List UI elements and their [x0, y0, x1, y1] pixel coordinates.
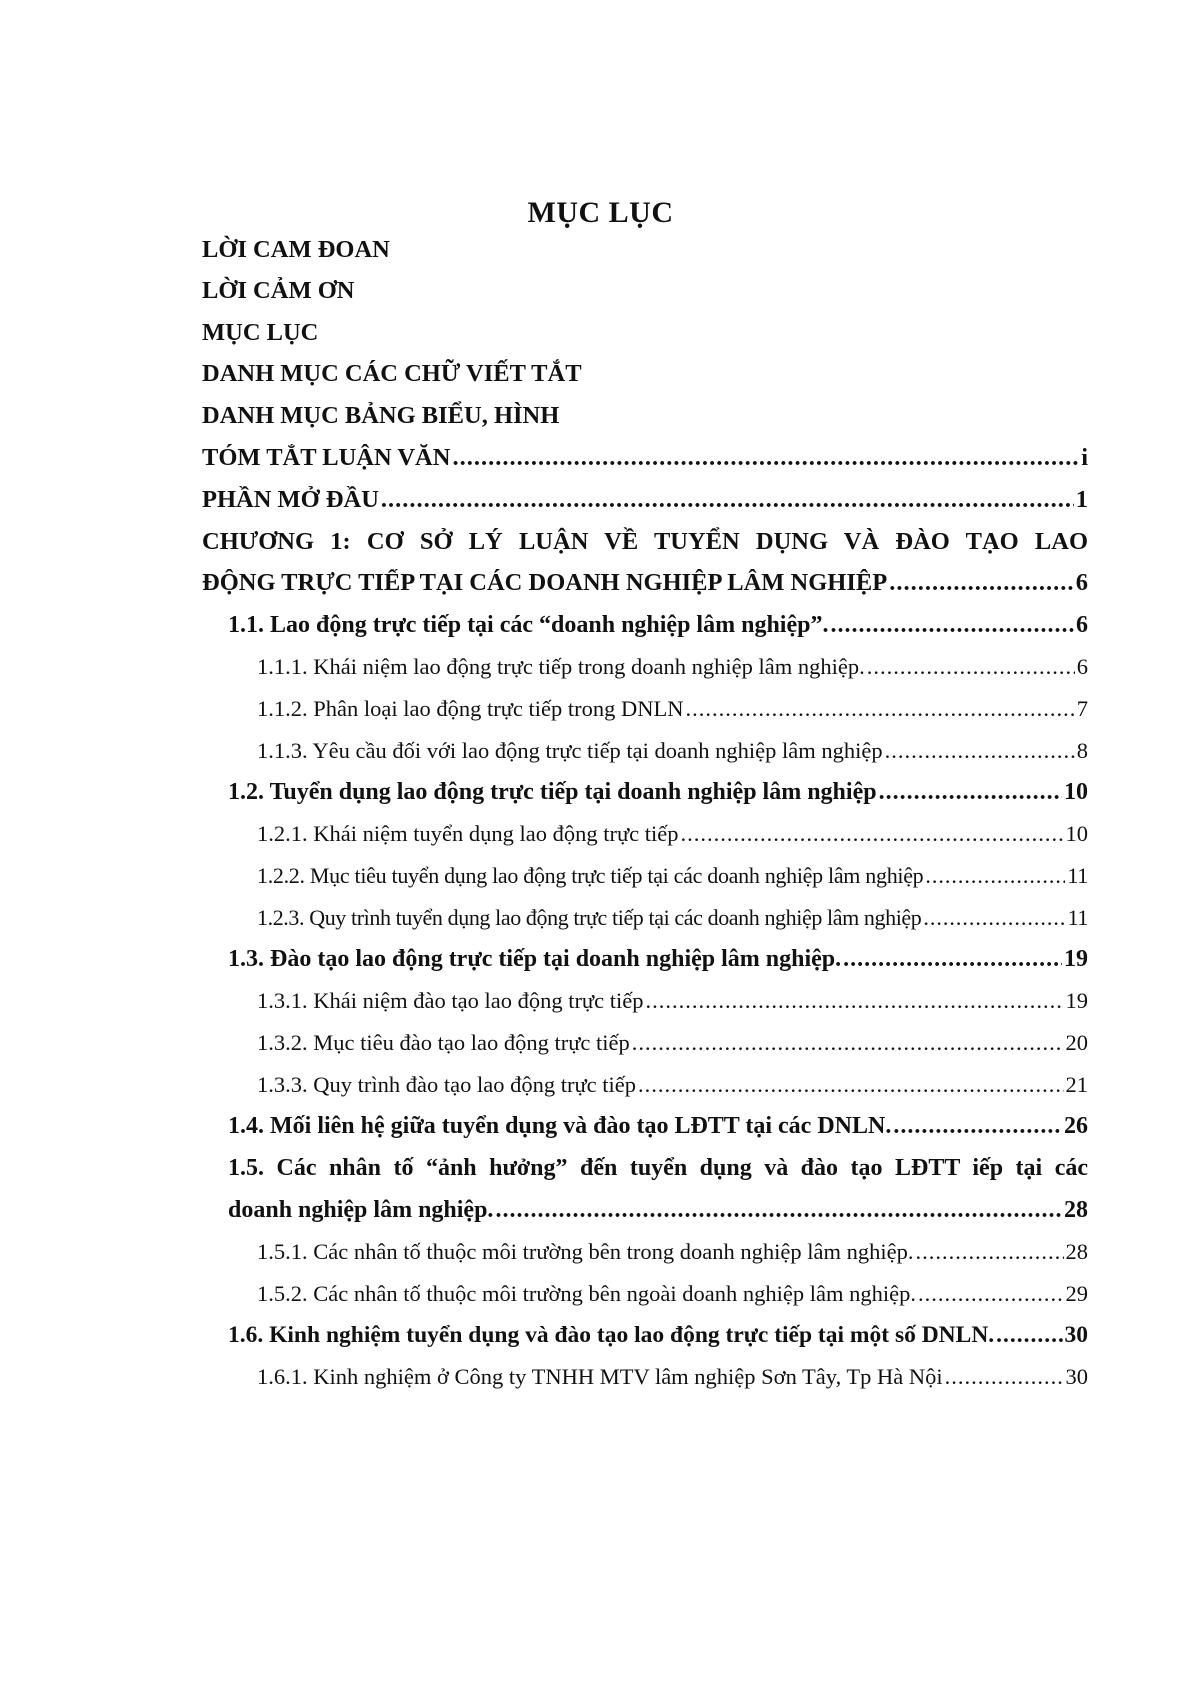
toc-section-1-1-1[interactable]	[257, 654, 1088, 690]
toc-section-1-5-2[interactable]	[257, 1281, 1088, 1317]
toc-section-1-1-3[interactable]	[257, 738, 1088, 774]
toc-section-1-2[interactable]	[228, 779, 1088, 815]
toc-page-number: 28	[1064, 1197, 1088, 1223]
toc-section-1-3[interactable]	[228, 946, 1088, 982]
dot-leader	[381, 486, 1074, 514]
toc-entry-title: 1.1. Lao động trực tiếp tại các “doanh nghiệp lâm nghiệp”.	[228, 612, 829, 638]
toc-section-1-1[interactable]	[228, 612, 1088, 648]
toc-section-1-6-1[interactable]	[257, 1364, 1088, 1400]
dot-leader	[915, 1239, 1063, 1265]
toc-entry-title: 1.1.1. Khái niệm lao động trực tiếp trong doanh nghiệp lâm nghiệp.	[257, 654, 865, 679]
toc-section-1-3-3[interactable]	[257, 1072, 1088, 1108]
toc-page-number: 19	[1064, 946, 1088, 972]
toc-page-number: 6	[1075, 569, 1088, 596]
dot-leader	[889, 569, 1074, 597]
toc-page-number: 11	[1067, 905, 1088, 930]
toc-front-matter-loi-cam-doan: LỜI CAM ĐOAN	[202, 236, 390, 263]
toc-section-1-5-line-2[interactable]	[228, 1197, 1088, 1233]
toc-entry-title: 1.2.1. Khái niệm tuyển dụng lao động trực tiếp	[257, 821, 679, 846]
toc-section-1-5-1[interactable]	[257, 1239, 1088, 1275]
toc-chapter-1-line-2[interactable]	[202, 569, 1088, 605]
toc-page-number: 10	[1065, 821, 1088, 846]
toc-entry-title: 1.3. Đào tạo lao động trực tiếp tại doanh nghiệp lâm nghiệp.	[228, 946, 842, 972]
toc-page-number: 30	[1064, 1322, 1088, 1348]
toc-entry-title: 1.6.1. Kinh nghiệm ở Công ty TNHH MTV lâm nghiệp Sơn Tây, Tp Hà Nội	[257, 1364, 943, 1389]
toc-front-matter-danh-muc-viet-tat: DANH MỤC CÁC CHỮ VIẾT TẮT	[202, 360, 582, 387]
toc-front-matter-muc-luc: MỤC LỤC	[202, 319, 319, 346]
toc-page-number: 21	[1065, 1072, 1088, 1097]
dot-leader	[645, 988, 1063, 1014]
toc-entry-title: 1.4. Mối liên hệ giữa tuyển dụng và đào tạo LĐTT tại các DNLN.	[228, 1113, 892, 1139]
toc-entry-title: 1.1.3. Yêu cầu đối với lao động trực tiếp tại doanh nghiệp lâm nghiệp	[257, 738, 883, 763]
toc-entry-title: 1.5.1. Các nhân tố thuộc môi trường bên trong doanh nghiệp lâm nghiệp.	[257, 1239, 914, 1264]
toc-entry-title: PHẦN MỞ ĐẦU	[202, 486, 379, 513]
toc-section-1-3-2[interactable]	[257, 1030, 1088, 1066]
dot-leader	[638, 1072, 1064, 1098]
toc-page-number: 7	[1076, 696, 1088, 721]
toc-entry-title: 1.3.1. Khái niệm đào tạo lao động trực tiếp	[257, 988, 644, 1013]
toc-section-1-2-3[interactable]	[257, 905, 1088, 941]
toc-section-1-3-1[interactable]	[257, 988, 1088, 1024]
toc-section-1-6[interactable]	[228, 1322, 1088, 1358]
dot-leader	[867, 654, 1075, 680]
toc-section-1-2-2[interactable]	[257, 863, 1088, 899]
toc-page-number: i	[1081, 444, 1088, 471]
toc-page-number: 6	[1076, 654, 1088, 679]
toc-entry-title: 1.1.2. Phân loại lao động trực tiếp trong DNLN	[257, 696, 684, 721]
toc-entry-title: 1.6. Kinh nghiệm tuyển dụng và đào tạo lao động trực tiếp tại một số DNLN.	[228, 1322, 995, 1348]
dot-leader	[923, 905, 1065, 931]
toc-page-number: 30	[1065, 1364, 1088, 1389]
toc-chapter-1-line-1[interactable]: CHƯƠNG 1: CƠ SỞ LÝ LUẬN VỀ TUYỂN DỤNG VÀ ĐÀO TẠO LAO	[202, 528, 1088, 555]
toc-front-matter-loi-cam-on: LỜI CẢM ƠN	[202, 277, 355, 304]
toc-front-matter-danh-muc-bang-bieu: DANH MỤC BẢNG BIỂU, HÌNH	[202, 402, 560, 429]
toc-section-1-5-line-1[interactable]: 1.5. Các nhân tố “ảnh hưởng” đến tuyển dụng và đào tạo LĐTT iếp tại các	[228, 1155, 1088, 1181]
toc-page-number: 11	[1067, 863, 1088, 888]
dot-leader	[632, 1030, 1064, 1056]
toc-entry-title: 1.3.3. Quy trình đào tạo lao động trực tiếp	[257, 1072, 636, 1097]
dot-leader	[925, 863, 1065, 889]
toc-entry-title: TÓM TẮT LUẬN VĂN	[202, 444, 451, 471]
toc-entry-tom-tat[interactable]	[202, 444, 1088, 480]
toc-section-1-1-2[interactable]	[257, 696, 1088, 732]
toc-entry-mo-dau[interactable]	[202, 486, 1088, 522]
toc-entry-title: 1.2. Tuyển dụng lao động trực tiếp tại doanh nghiệp lâm nghiệp	[228, 779, 877, 805]
dot-leader	[843, 946, 1062, 973]
dot-leader	[879, 779, 1062, 806]
toc-page-number: 26	[1064, 1113, 1088, 1139]
dot-leader	[885, 738, 1075, 764]
toc-page-number: 29	[1065, 1281, 1088, 1306]
toc-section-1-4[interactable]	[228, 1113, 1088, 1149]
toc-entry-title: 1.3.2. Mục tiêu đào tạo lao động trực tiếp	[257, 1030, 630, 1055]
dot-leader	[830, 612, 1074, 639]
dot-leader	[452, 444, 1079, 472]
dot-leader	[681, 821, 1064, 847]
toc-entry-title: ĐỘNG TRỰC TIẾP TẠI CÁC DOANH NGHIỆP LÂM NGHIỆP	[202, 569, 888, 596]
toc-page-number: 1	[1075, 486, 1088, 513]
toc-entry-title: 1.2.2. Mục tiêu tuyển dụng lao động trực tiếp tại các doanh nghiệp lâm nghiệp	[257, 863, 924, 888]
toc-page-number: 6	[1076, 612, 1088, 638]
toc-section-1-2-1[interactable]	[257, 821, 1088, 857]
toc-page-number: 10	[1064, 779, 1088, 805]
dot-leader	[996, 1322, 1062, 1349]
dot-leader	[893, 1113, 1062, 1140]
dot-leader	[686, 696, 1075, 722]
toc-entry-title: doanh nghiệp lâm nghiệp.	[228, 1197, 494, 1223]
toc-page-number: 8	[1076, 738, 1088, 763]
toc-page-number: 28	[1065, 1239, 1088, 1264]
toc-page-number: 20	[1065, 1030, 1088, 1055]
dot-leader	[918, 1281, 1064, 1307]
toc-entry-title: 1.2.3. Quy trình tuyển dụng lao động trực tiếp tại các doanh nghiệp lâm nghiệp	[257, 905, 922, 930]
dot-leader	[945, 1364, 1064, 1390]
toc-entry-title: 1.5.2. Các nhân tố thuộc môi trường bên ngoài doanh nghiệp lâm nghiệp.	[257, 1281, 916, 1306]
page-title: MỤC LỤC	[527, 196, 674, 229]
dot-leader	[495, 1197, 1062, 1224]
toc-page-number: 19	[1065, 988, 1088, 1013]
